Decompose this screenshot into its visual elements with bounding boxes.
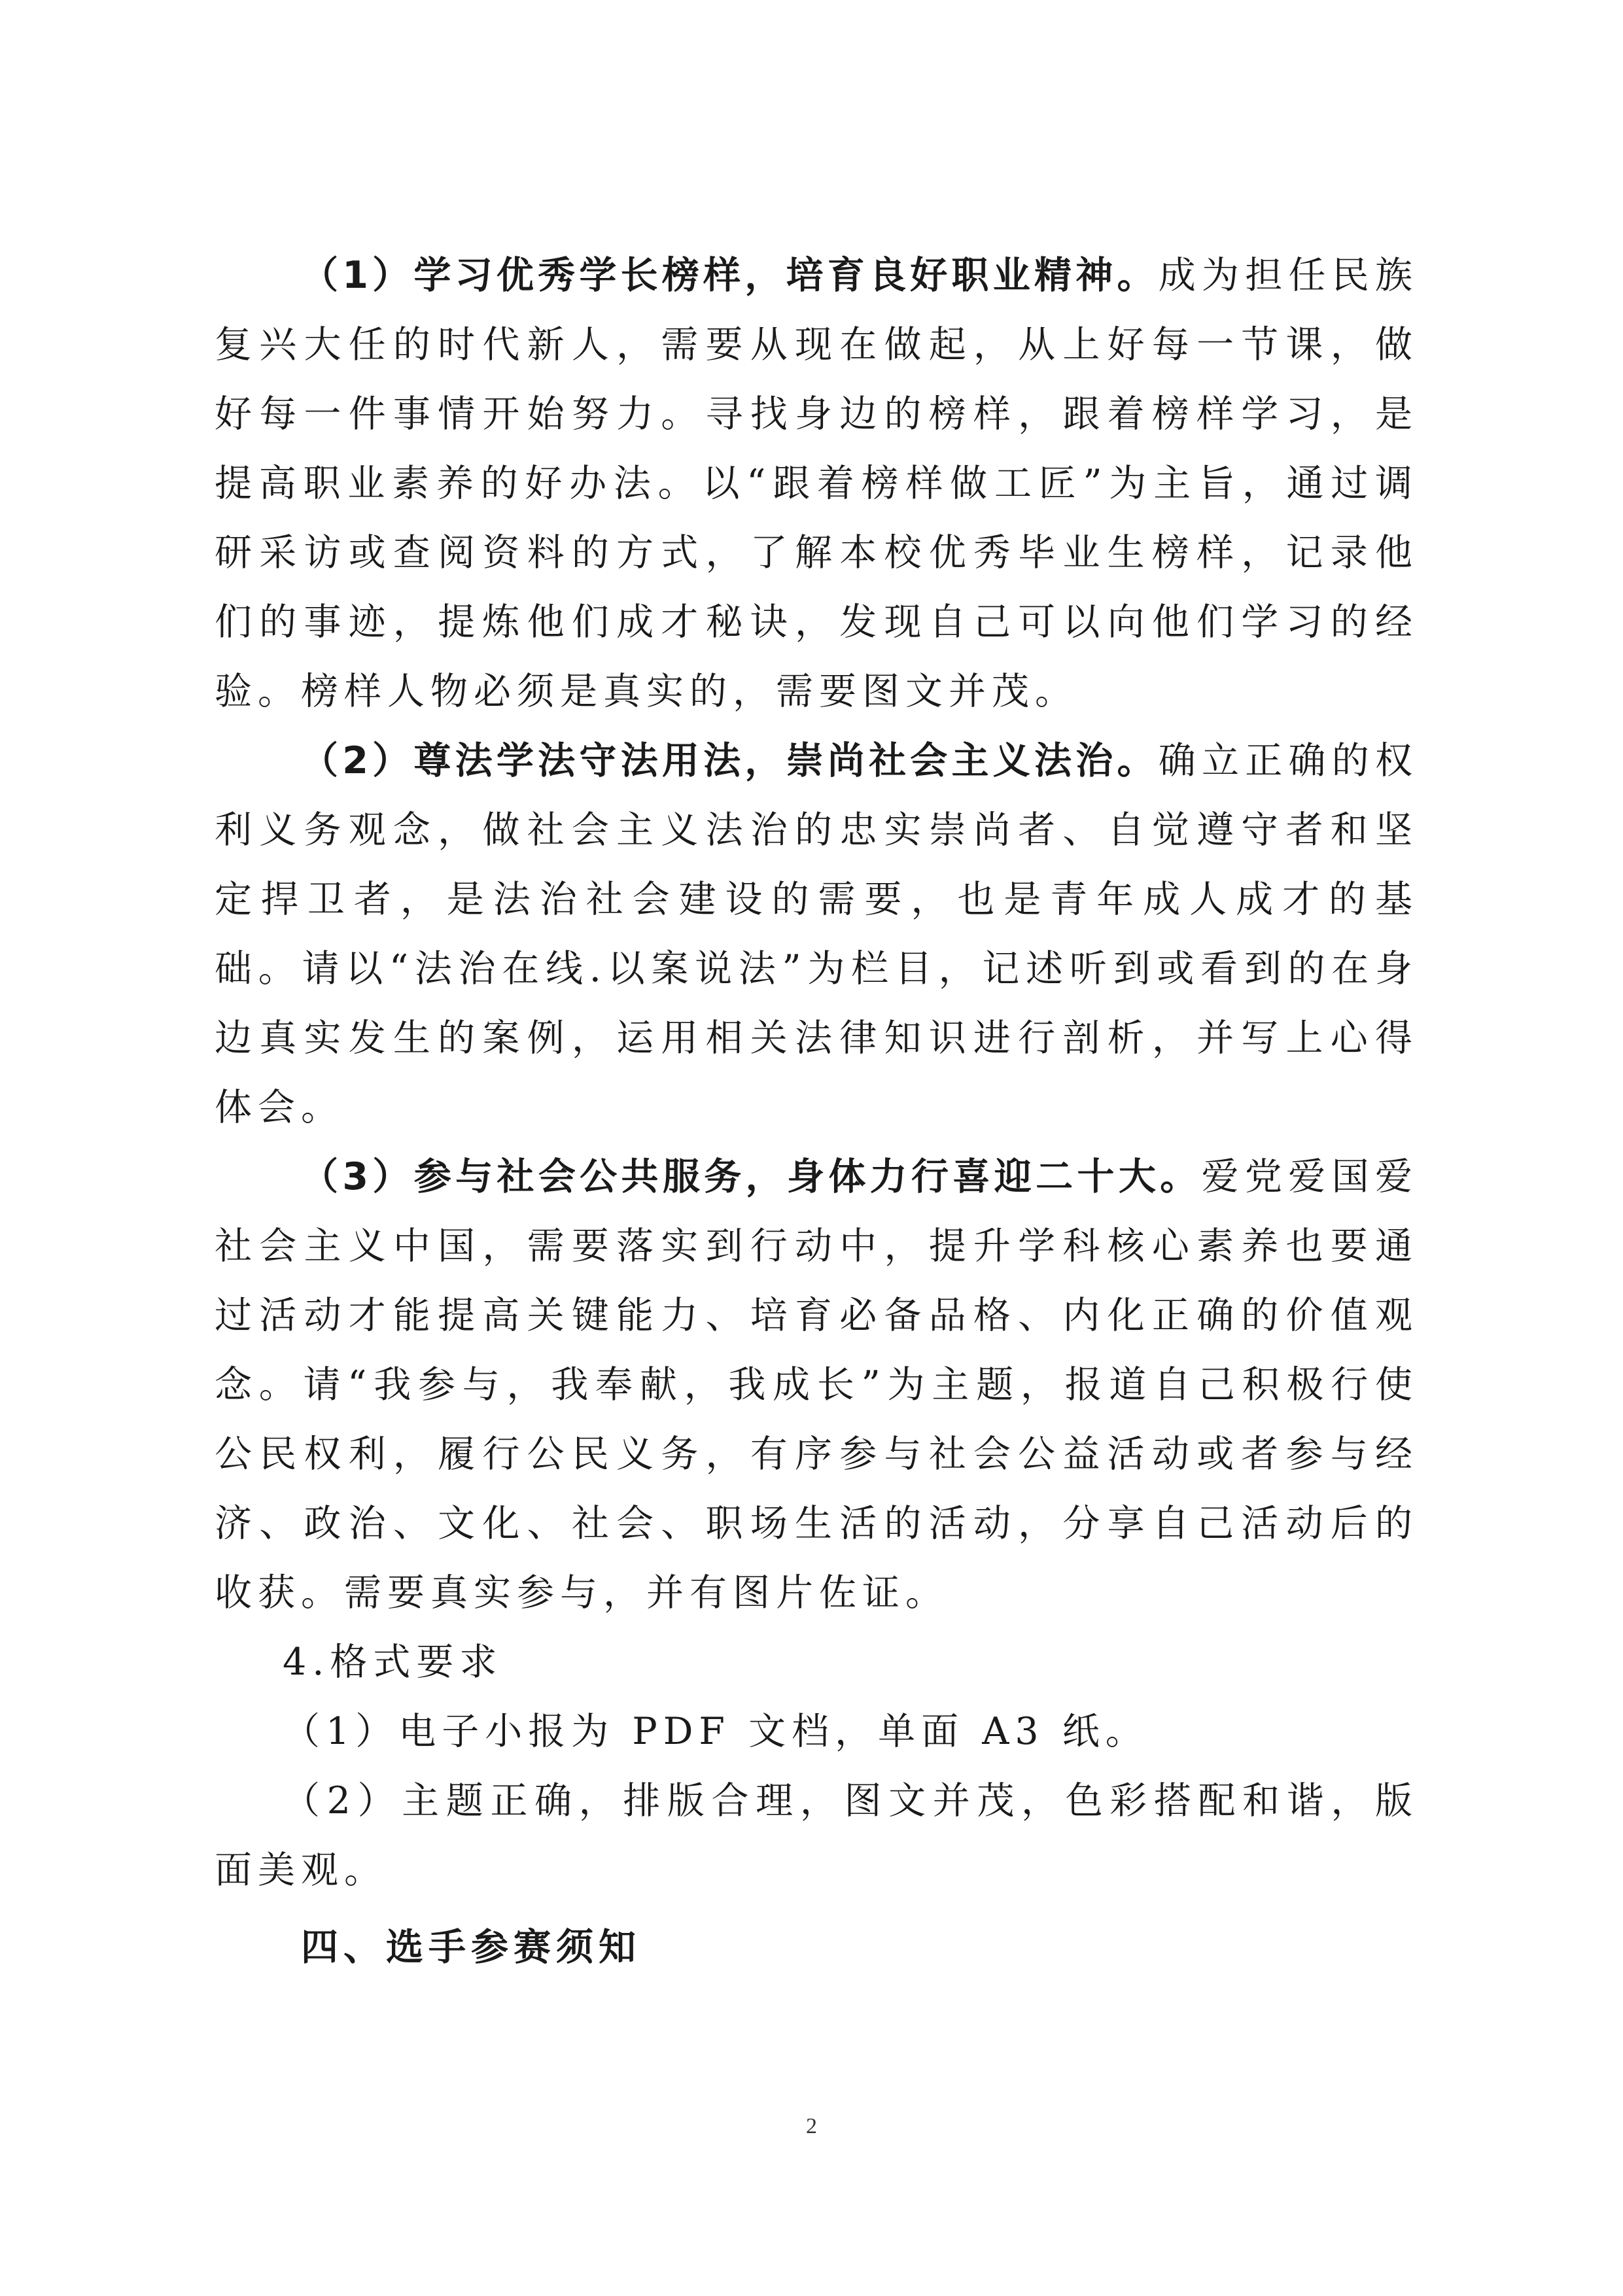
section-heading: 四、选手参赛须知 xyxy=(301,1926,641,1969)
paragraph-lead: （3）参与社会公共服务，身体力行喜迎二十大。 xyxy=(301,1155,1202,1198)
format-item: （1）电子小报为 PDF 文档，单面 A3 纸。 xyxy=(283,1710,1149,1753)
page-number: 2 xyxy=(806,2114,817,2138)
paragraph-body: 确立正确的权利义务观念，做社会主义法治的忠实崇尚者、自觉遵守者和坚定捍卫者，是法治社会建设的需要，也是青年成人成才的基础。请以“法治在线.以案说法”为栏目，记述听到或看到的在身边真实发生的案例，运用相关法律知识进行剖析，并写上心得体会。 xyxy=(215,739,1418,1129)
paragraph-public-service xyxy=(215,1142,1418,1627)
paragraph-role-model xyxy=(215,241,1418,726)
paragraph-lead: （1）学习优秀学长榜样，培育良好职业精神。 xyxy=(301,254,1159,297)
paragraph-body: 爱党爱国爱社会主义中国，需要落实到行动中，提升学科核心素养也要通过活动才能提高关键能力、培育必备品格、内化正确的价值观念。请“我参与，我奉献，我成长”为主题，报道自己积极行使公民权利，履行公民义务，有序参与社会公益活动或者参与经济、政治、文化、社会、职场生活的活动，分享自己活动后的收获。需要真实参与，并有图片佐证。 xyxy=(215,1155,1418,1614)
paragraph-body: 成为担任民族复兴大任的时代新人，需要从现在做起，从上好每一节课，做好每一件事情开始努力。寻找身边的榜样，跟着榜样学习，是提高职业素养的好办法。以“跟着榜样做工匠”为主旨，通过调研采访或查阅资料的方式，了解本校优秀毕业生榜样，记录他们的事迹，提炼他们成才秘诀，发现自己可以向他们学习的经验。榜样人物必须是真实的，需要图文并茂。 xyxy=(215,254,1418,713)
document-body xyxy=(215,241,1418,1990)
format-item: （2）主题正确，排版合理，图文并茂，色彩搭配和谐，版面美观。 xyxy=(215,1779,1418,1892)
format-section-title: 4.格式要求 xyxy=(283,1641,503,1684)
paragraph-lead: （2）尊法学法守法用法，崇尚社会主义法治。 xyxy=(301,739,1159,782)
paragraph-rule-of-law xyxy=(215,726,1418,1142)
